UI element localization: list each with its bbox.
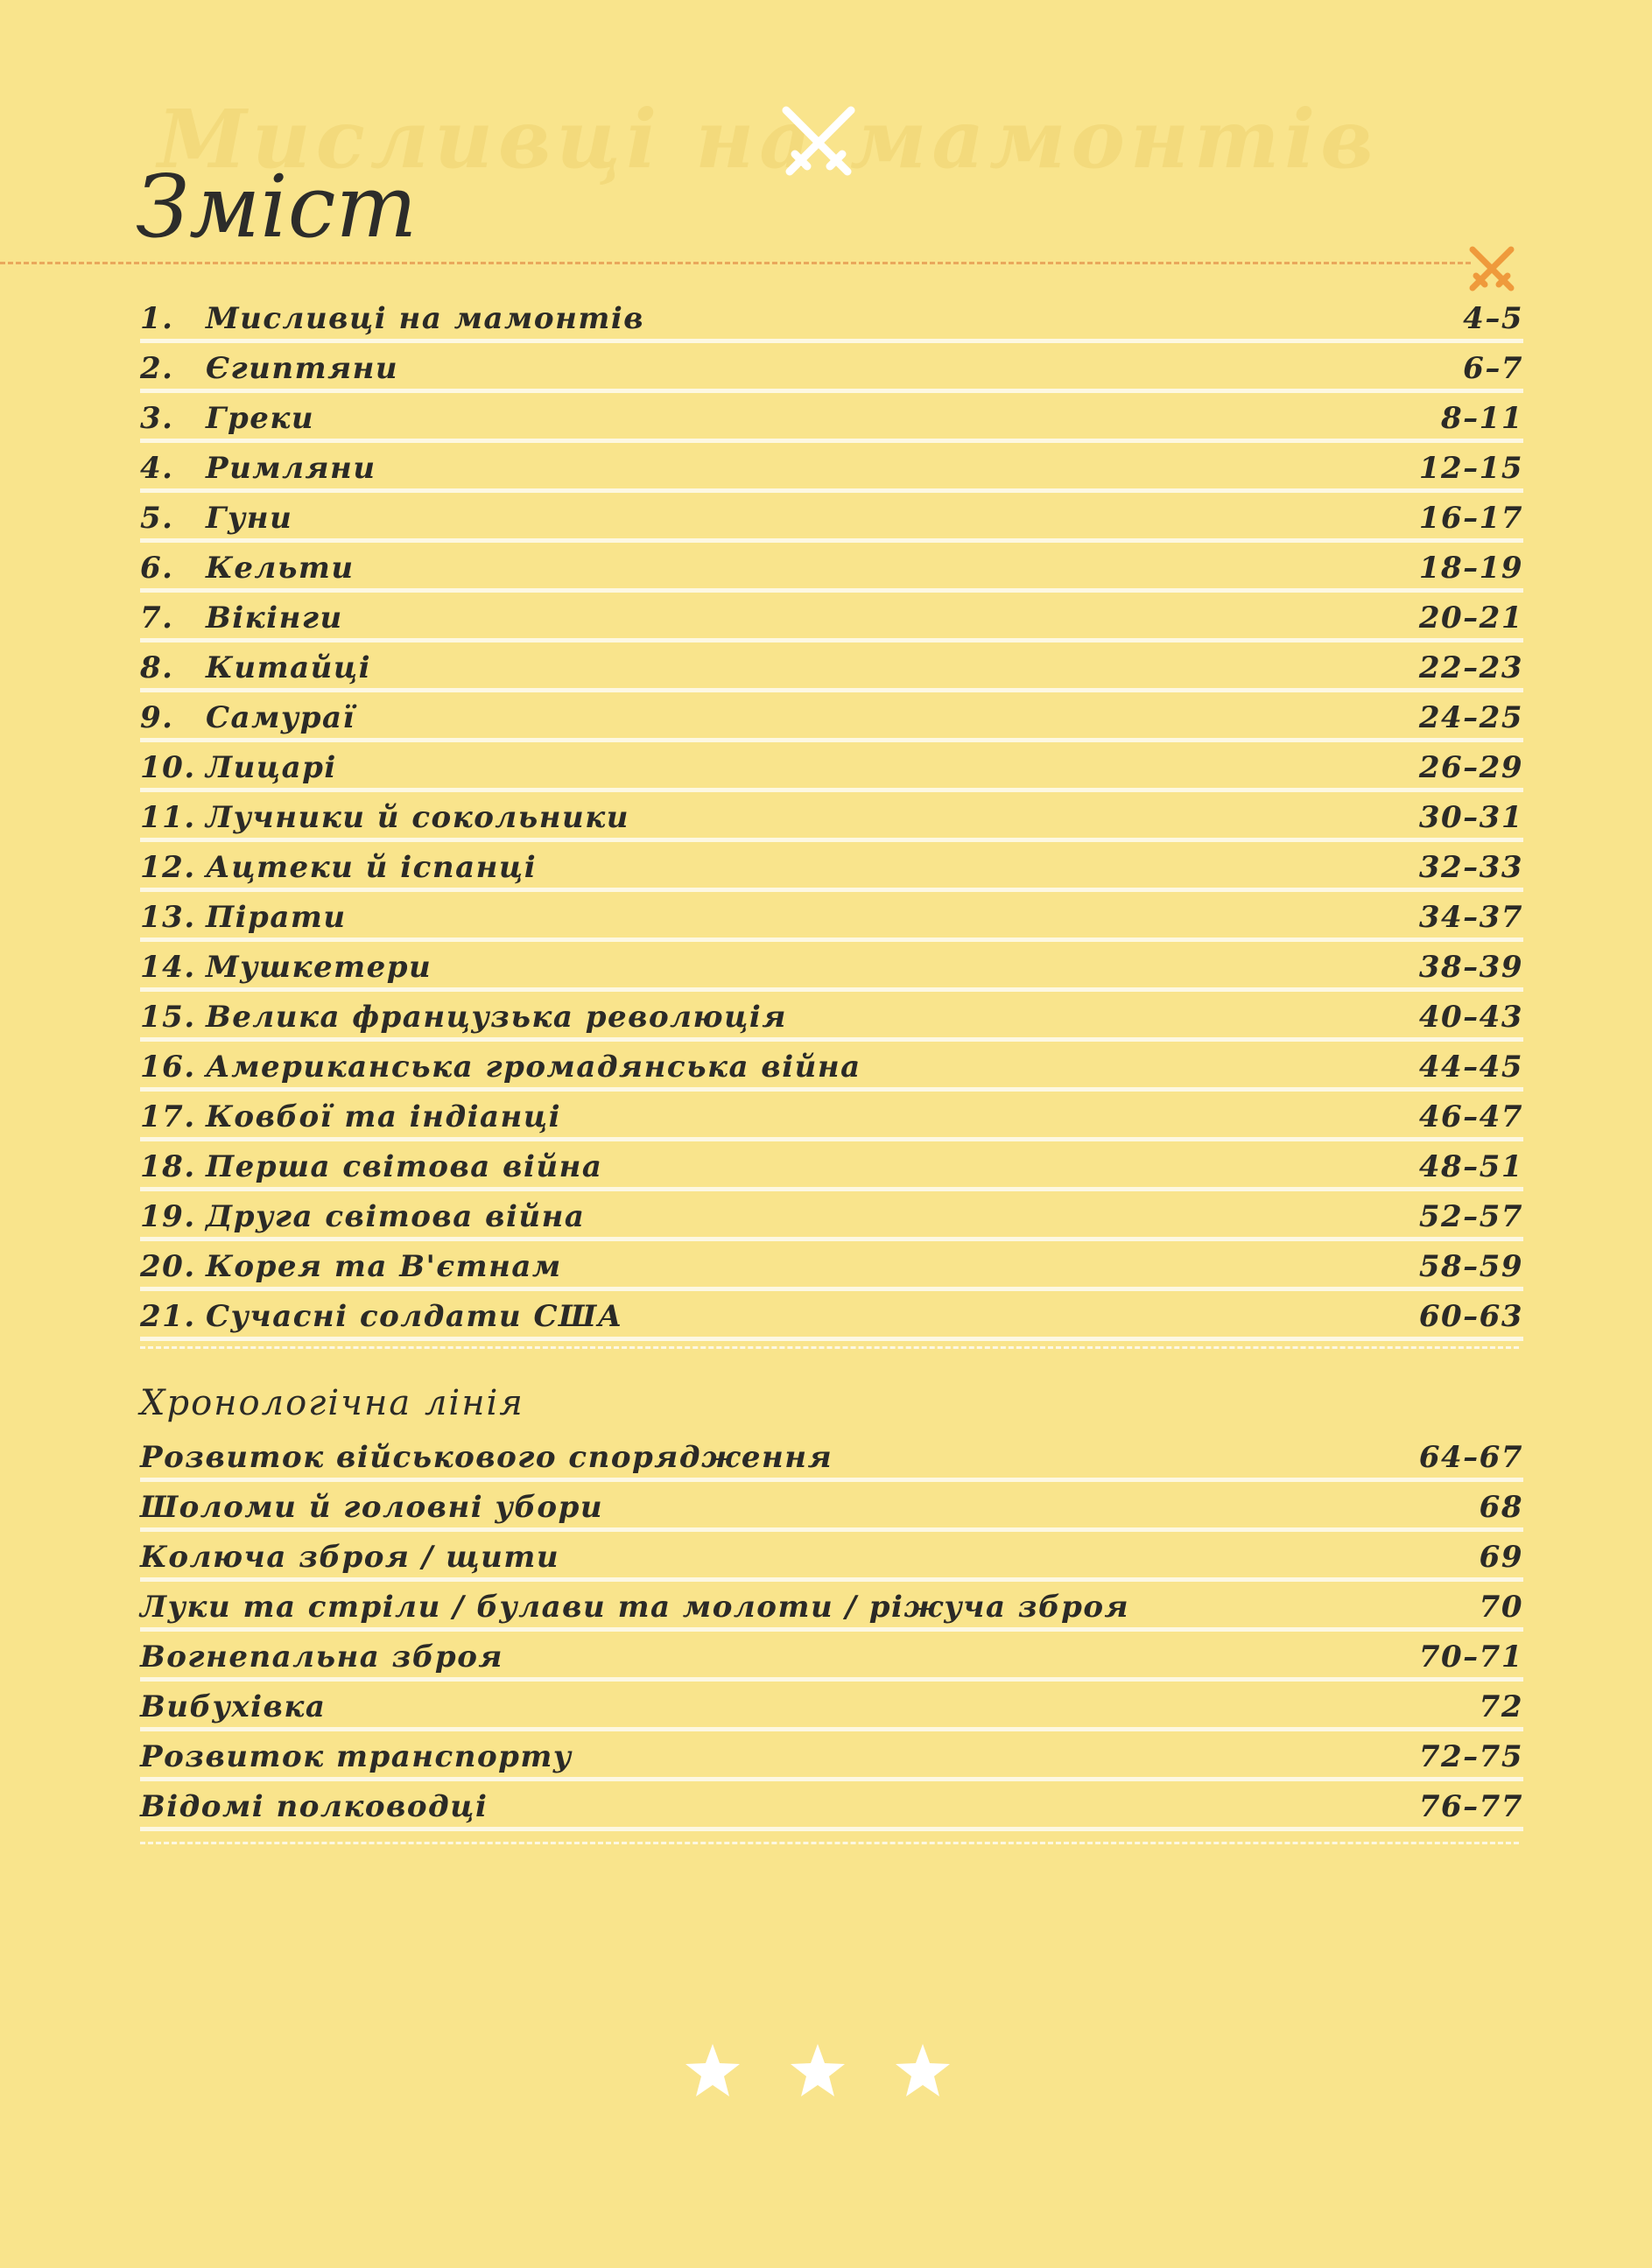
- table-of-contents: [140, 293, 1523, 1341]
- page-title: Зміст: [136, 158, 418, 257]
- chapter-title: Вікінги: [206, 600, 343, 635]
- crossed-swords-small-icon: [1464, 241, 1520, 297]
- list-item: [140, 1432, 1523, 1482]
- chapter-pages: 6–7: [1463, 351, 1523, 386]
- chronology-item-title: Вибухівка: [140, 1689, 327, 1724]
- table-row: [140, 1191, 1523, 1241]
- table-row: [140, 543, 1523, 593]
- title-divider: [0, 262, 1471, 264]
- chapter-number: 21.: [140, 1299, 196, 1334]
- chapter-title: Американська громадянська війна: [206, 1050, 861, 1085]
- chronology-item-title: Розвиток військового спорядження: [140, 1440, 833, 1475]
- chapter-pages: 16–17: [1418, 501, 1523, 536]
- chapter-number: 10.: [140, 750, 196, 785]
- chronology-item-pages: 68: [1479, 1490, 1523, 1525]
- chapter-number: 12.: [140, 850, 196, 885]
- chronology-item-pages: 72: [1479, 1689, 1523, 1724]
- chapter-pages: 52–57: [1418, 1199, 1523, 1234]
- chapter-number: 11.: [140, 800, 196, 835]
- chapter-number: 2.: [140, 351, 174, 386]
- star-icon: [788, 2041, 847, 2101]
- chapter-pages: 26–29: [1418, 750, 1523, 785]
- chapter-title: Римляни: [206, 451, 376, 486]
- list-item: [140, 1482, 1523, 1532]
- toc-end-divider: [140, 1346, 1519, 1349]
- table-row: [140, 293, 1523, 343]
- list-item: [140, 1582, 1523, 1632]
- chapter-pages: 40–43: [1418, 1000, 1523, 1035]
- chapter-title: Самураї: [206, 700, 355, 735]
- table-row: [140, 1241, 1523, 1291]
- chapter-title: Гуни: [206, 501, 293, 536]
- chapter-number: 5.: [140, 501, 174, 536]
- chapter-pages: 32–33: [1418, 850, 1523, 885]
- chapter-number: 6.: [140, 551, 174, 586]
- chapter-pages: 8–11: [1441, 401, 1523, 436]
- chapter-number: 4.: [140, 451, 174, 486]
- chapter-title: Ковбої та індіанці: [206, 1099, 562, 1134]
- chapter-title: Корея та В'єтнам: [206, 1249, 562, 1284]
- chapter-number: 3.: [140, 401, 174, 436]
- chronology-item-title: Луки та стріли / булави та молоти / ріжуча зброя: [140, 1590, 1130, 1625]
- chapter-pages: 24–25: [1418, 700, 1523, 735]
- table-row: [140, 842, 1523, 892]
- chapter-pages: 12–15: [1418, 451, 1523, 486]
- chapter-number: 13.: [140, 900, 196, 935]
- star-icon: [893, 2041, 953, 2101]
- table-row: [140, 443, 1523, 493]
- chapter-number: 1.: [140, 301, 174, 336]
- chapter-title: Ацтеки й іспанці: [206, 850, 538, 885]
- table-row: [140, 393, 1523, 443]
- chapter-pages: 20–21: [1418, 600, 1523, 635]
- chronology-list: [140, 1432, 1523, 1831]
- chapter-title: Єгиптяни: [206, 351, 399, 386]
- table-row: [140, 1291, 1523, 1341]
- chronology-item-pages: 69: [1479, 1540, 1523, 1575]
- chapter-title: Мушкетери: [206, 950, 432, 985]
- chronology-item-pages: 70: [1479, 1590, 1523, 1625]
- chronology-item-pages: 72–75: [1418, 1739, 1523, 1774]
- chapter-title: Сучасні солдати США: [206, 1299, 623, 1334]
- chapter-number: 17.: [140, 1099, 196, 1134]
- list-item: [140, 1632, 1523, 1682]
- table-row: [140, 593, 1523, 642]
- chapter-pages: 60–63: [1418, 1299, 1523, 1334]
- chapter-pages: 30–31: [1418, 800, 1523, 835]
- chapter-pages: 44–45: [1418, 1050, 1523, 1085]
- chapter-title: Греки: [206, 401, 315, 436]
- chronology-item-title: Колюча зброя / щити: [140, 1540, 560, 1575]
- chapter-number: 7.: [140, 600, 174, 635]
- table-row: [140, 892, 1523, 942]
- chronology-item-pages: 64–67: [1418, 1440, 1523, 1475]
- chronology-item-pages: 70–71: [1418, 1640, 1523, 1675]
- chapter-number: 20.: [140, 1249, 196, 1284]
- footer-stars: [683, 2041, 963, 2111]
- table-row: [140, 1092, 1523, 1141]
- table-row: [140, 742, 1523, 792]
- chapter-title: Китайці: [206, 650, 372, 685]
- chapter-number: 14.: [140, 950, 196, 985]
- chapter-pages: 34–37: [1418, 900, 1523, 935]
- list-item: [140, 1682, 1523, 1731]
- table-row: [140, 792, 1523, 842]
- chapter-pages: 58–59: [1418, 1249, 1523, 1284]
- chapter-title: Перша світова війна: [206, 1149, 603, 1184]
- table-row: [140, 642, 1523, 692]
- chapter-number: 9.: [140, 700, 174, 735]
- list-item: [140, 1731, 1523, 1781]
- chapter-title: Лучники й сокольники: [206, 800, 629, 835]
- crossed-swords-icon: [770, 95, 867, 191]
- table-row: [140, 992, 1523, 1042]
- chronology-item-pages: 76–77: [1418, 1789, 1523, 1824]
- chapter-pages: 46–47: [1418, 1099, 1523, 1134]
- chapter-pages: 4–5: [1463, 301, 1523, 336]
- chronology-item-title: Розвиток транспорту: [140, 1739, 573, 1774]
- chapter-number: 15.: [140, 1000, 196, 1035]
- chronology-item-title: Вогнепальна зброя: [140, 1640, 503, 1675]
- star-icon: [683, 2041, 742, 2101]
- chapter-number: 19.: [140, 1199, 196, 1234]
- chapter-pages: 22–23: [1418, 650, 1523, 685]
- chapter-title: Мисливці на мамонтів: [206, 301, 645, 336]
- chapter-number: 16.: [140, 1050, 196, 1085]
- table-row: [140, 942, 1523, 992]
- chapter-title: Пірати: [206, 900, 347, 935]
- chapter-pages: 38–39: [1418, 950, 1523, 985]
- chapter-title: Велика французька революція: [206, 1000, 787, 1035]
- chapter-pages: 48–51: [1418, 1149, 1523, 1184]
- chapter-title: Лицарі: [206, 750, 337, 785]
- chronology-item-title: Шоломи й головні убори: [140, 1490, 604, 1525]
- chapter-number: 18.: [140, 1149, 196, 1184]
- list-item: [140, 1781, 1523, 1831]
- chronology-item-title: Відомі полководці: [140, 1789, 489, 1824]
- table-row: [140, 692, 1523, 742]
- table-row: [140, 1042, 1523, 1092]
- chapter-pages: 18–19: [1418, 551, 1523, 586]
- table-row: [140, 493, 1523, 543]
- chapter-title: Друга світова війна: [206, 1199, 586, 1234]
- chapter-title: Кельти: [206, 551, 355, 586]
- list-item: [140, 1532, 1523, 1582]
- background-ghost-text: Мисливці на мамонтів: [158, 92, 1379, 186]
- table-row: [140, 343, 1523, 393]
- table-row: [140, 1141, 1523, 1191]
- chronology-title: Хронологічна лінія: [140, 1383, 524, 1423]
- chapter-number: 8.: [140, 650, 174, 685]
- chronology-end-divider: [140, 1842, 1519, 1844]
